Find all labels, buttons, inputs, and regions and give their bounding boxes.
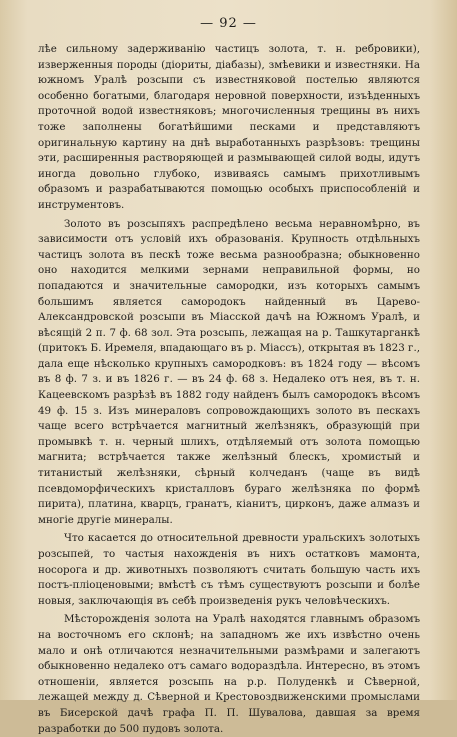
body-text bbox=[38, 42, 420, 737]
paragraph-4: Мѣсторожденія золота на Уралѣ находятся главнымъ образомъ на восточномъ его склонѣ; на западномъ же ихъ извѣстно очень мало и онѣ отличаются незначительными размѣрами и залегаютъ обыкновенно недалеко отъ самаго водораздѣла. Интересно, въ этомъ отношеніи, является розсыпь на р.р. Полуденкѣ и Сѣверной, лежащей между д. Сѣверной и Крестовоздвиженскими промыслами въ Бисерской дачѣ графа П. П. Шувалова, давшая за время разработки до 500 пудовъ золота. bbox=[38, 613, 420, 735]
page-number: — 92 — bbox=[200, 16, 257, 31]
paragraph-3: Что касается до относительной древности уральскихъ золотыхъ розсыпей, то частыя нахожденія въ нихъ остатковъ мамонта, носорога и др. животныхъ позволяютъ считать большую часть ихъ постъ-пліоценовыми; вмѣстѣ съ тѣмъ существуютъ розсыпи и болѣе новыя, заключающія въ себѣ произведенія рукъ человѣческихъ. bbox=[38, 532, 420, 607]
paragraph-1: лѣе сильному задерживанію частицъ золота, т. н. ребровики), изверженныя породы (діориты, діабазы), змѣевики и известняки. На южномъ Уралѣ розсыпи съ известняковой постелью являются особенно богатыми, благодаря неровной поверхности, изъѣденныхъ проточной водой известняковъ; многочисленныя трещины въ нихъ тоже заполнены богатѣйшими песками и представляютъ оригинальную картину на днѣ выработанныхъ разрѣзовъ: трещины эти, расширенныя растворяющей и размывающей силой воды, идутъ иногда довольно глубоко, извиваясь самымъ прихотливымъ образомъ и разрабатываются помощью особыхъ приспособленій и инструментовъ. bbox=[38, 43, 420, 211]
paragraph-2: Золото въ розсыпяхъ распредѣлено весьма неравномѣрно, въ зависимости отъ условій ихъ образованія. Крупность отдѣльныхъ частицъ золота въ пескѣ тоже весьма разнообразна; обыкновенно оно находится мелкими зернами неправильной формы, но попадаются и значительные самородки, изъ которыхъ самымъ большимъ является самородокъ найденный въ Царево-Александровской розсыпи въ Міасской дачѣ на Южномъ Уралѣ, и вѣсящій 2 п. 7 ф. 68 зол. Эта розсыпь, лежащая на р. Ташкутарганкѣ (притокъ Б. Иремеля, впадающаго въ р. Міассъ), открытая въ 1823 г., дала еще нѣсколько крупныхъ самородковъ: въ 1824 году — вѣсомъ въ 8 ф. 7 з. и въ 1826 г. — въ 24 ф. 68 з. Недалеко отъ нея, въ т. н. Кацеевскомъ разрѣзѣ въ 1882 году найденъ былъ самородокъ вѣсомъ 49 ф. 15 з. Изъ минераловъ сопровождающихъ золото въ пескахъ чаще всего встрѣчается магнитный желѣзнякъ, образующій при промывкѣ т. н. черный шлихъ, отдѣляемый отъ золота помощью магнита; встрѣчается также желѣзный блескъ, хромистый и титанистый желѣзняки, сѣрный колчеданъ (чаще въ видѣ псевдоморфическихъ кристалловъ бураго желѣзняка по формѣ пирита), платина, кварцъ, гранатъ, кіанитъ, цирконъ, даже алмазъ и многіе другіе минералы. bbox=[38, 217, 420, 526]
